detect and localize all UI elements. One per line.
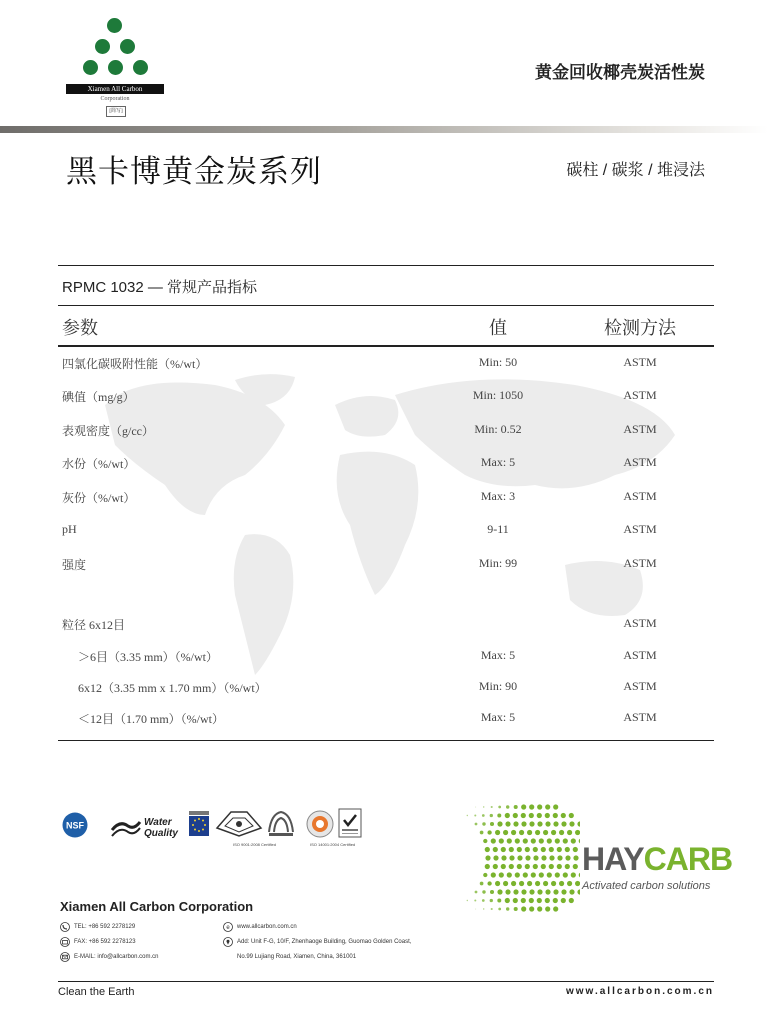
globe-dot	[525, 855, 530, 860]
footer-url: www.allcarbon.com.cn	[566, 986, 714, 997]
globe-dot	[511, 881, 516, 886]
globe-dot	[474, 899, 476, 901]
ukas-mark-icon	[265, 808, 297, 840]
globe-dot	[505, 889, 510, 894]
nsf-text: NSF	[66, 820, 84, 831]
header-divider	[0, 126, 768, 133]
globe-dot	[506, 805, 509, 808]
contact-tel: TEL: +86 592 2278129	[74, 924, 136, 930]
globe-dot	[545, 813, 550, 818]
globe-dot	[543, 881, 548, 886]
globe-dot	[475, 823, 478, 826]
globe-dot	[539, 872, 544, 877]
table-top-rule	[58, 265, 714, 266]
row-param: ＜12目（1.70 mm）（%/wt）	[78, 712, 224, 726]
globe-dot	[553, 821, 558, 826]
globe-dot	[513, 813, 518, 818]
globe-dot	[493, 864, 498, 869]
series-title: 黑卡博黄金炭系列	[66, 154, 322, 189]
globe-dot	[519, 881, 524, 886]
globe-dot	[483, 873, 487, 877]
globe-dot	[491, 908, 493, 910]
row-value: Max: 5	[480, 710, 516, 724]
globe-dot	[467, 815, 468, 816]
row-param: 强度	[62, 558, 87, 572]
process-methods: 碳柱 / 碳浆 / 堆浸法	[566, 162, 705, 179]
globe-dot	[482, 899, 485, 902]
globe-dot	[561, 898, 566, 903]
globe-dot	[517, 855, 522, 860]
row-value: Max: 5	[480, 648, 516, 662]
globe-dot	[519, 830, 524, 835]
globe-dot	[535, 830, 540, 835]
row-value: Min: 0.52	[474, 422, 522, 436]
globe-dot	[539, 838, 544, 843]
globe-dot	[497, 814, 501, 818]
row-param: 表观密度（g/cc）	[62, 424, 154, 438]
globe-dot	[541, 847, 546, 852]
table-row	[0, 422, 768, 442]
globe-dot	[513, 898, 518, 903]
logo-subtitle: Corporation	[100, 96, 130, 102]
globe-dot	[525, 847, 530, 852]
globe-dot	[521, 813, 526, 818]
logo-dot	[120, 39, 135, 54]
column-header-value: 值	[489, 318, 507, 338]
company-logo	[60, 14, 170, 124]
globe-dot	[561, 889, 566, 894]
web-icon	[223, 922, 233, 932]
svg-text:e: e	[226, 925, 230, 932]
globe-dot	[551, 881, 556, 886]
size-group-label: 粒径 6x12目	[62, 618, 126, 632]
globe-dot	[475, 891, 478, 894]
globe-dot	[490, 890, 494, 894]
row-value: 9-11	[487, 522, 509, 536]
globe-dot	[549, 864, 554, 869]
globe-dot	[531, 872, 536, 877]
globe-dot	[561, 821, 566, 826]
globe-dot	[553, 889, 558, 894]
row-method: ASTM	[623, 489, 657, 503]
globe-dot	[521, 804, 526, 809]
column-header-method: 检测方法	[604, 318, 676, 338]
table-row	[0, 388, 768, 408]
globe-dot	[475, 909, 476, 910]
globe-dot	[567, 830, 572, 835]
globe-dot	[480, 831, 484, 835]
globe-dot	[533, 855, 538, 860]
globe-dot	[547, 872, 552, 877]
globe-dot	[537, 898, 542, 903]
globe-dot	[541, 855, 546, 860]
globe-dot	[515, 872, 520, 877]
table-row	[0, 710, 768, 730]
globe-dot	[517, 847, 522, 852]
globe-dot	[487, 830, 491, 834]
globe-dot	[493, 855, 498, 860]
globe-dot	[557, 847, 562, 852]
globe-dot	[577, 889, 580, 894]
haycarb-name-part1: HAY	[582, 841, 644, 877]
globe-dot	[573, 847, 578, 852]
table-row	[0, 489, 768, 509]
logo-dot	[133, 60, 148, 75]
haycarb-name-part2: CARB	[643, 841, 733, 877]
product-tag: 黄金回收椰壳炭活性炭	[535, 63, 705, 82]
globe-dot	[485, 864, 490, 869]
logo-seal: [简写]	[106, 106, 126, 117]
globe-dot	[491, 838, 496, 843]
table-row	[0, 522, 768, 542]
globe-dot	[521, 821, 526, 826]
globe-dot	[491, 872, 496, 877]
globe-dot	[509, 847, 514, 852]
table-row	[0, 355, 768, 375]
globe-dot	[569, 821, 574, 826]
email-icon	[60, 952, 70, 962]
globe-dot	[506, 907, 509, 910]
table-row	[0, 556, 768, 576]
globe-dot	[491, 806, 493, 808]
globe-dot	[565, 855, 570, 860]
globe-dot	[543, 830, 548, 835]
row-method: ASTM	[623, 616, 657, 630]
globe-dot	[571, 872, 576, 877]
row-method: ASTM	[623, 388, 657, 402]
table-bottom-rule	[58, 740, 714, 741]
globe-dot	[527, 881, 532, 886]
row-method: ASTM	[623, 355, 657, 369]
logo-dot	[83, 60, 98, 75]
globe-dot	[529, 813, 534, 818]
globe-dot	[579, 838, 580, 843]
contact-fax: FAX: +86 592 2278123	[74, 939, 136, 945]
globe-dot	[561, 813, 566, 818]
globe-dot	[490, 899, 493, 902]
globe-dot	[503, 881, 508, 886]
globe-dot	[505, 813, 510, 818]
globe-dot	[531, 838, 536, 843]
table-row	[0, 648, 768, 668]
globe-dot	[565, 847, 570, 852]
globe-dot	[545, 906, 550, 911]
globe-dot	[529, 889, 534, 894]
globe-dot	[497, 899, 501, 903]
row-value: Max: 3	[480, 489, 516, 503]
globe-dot	[495, 830, 500, 835]
globe-dot	[575, 830, 580, 835]
row-value: Min: 50	[478, 355, 518, 369]
globe-dot	[495, 881, 500, 886]
globe-dot	[571, 838, 576, 843]
globe-dot	[490, 814, 493, 817]
globe-dot	[577, 821, 580, 826]
logo-dot	[108, 60, 123, 75]
globe-dot	[549, 855, 554, 860]
globe-dot	[511, 830, 516, 835]
globe-dot	[529, 804, 534, 809]
row-method: ASTM	[623, 648, 657, 662]
globe-dot	[482, 822, 485, 825]
globe-dot	[553, 898, 558, 903]
row-param: 水份（%/wt）	[62, 457, 136, 471]
water-quality-logo	[108, 812, 183, 840]
contact-web: www.allcarbon.com.cn	[237, 924, 297, 930]
row-param: 碘值（mg/g）	[62, 390, 135, 404]
table-title-rule	[58, 305, 714, 306]
globe-dot	[537, 821, 542, 826]
phone-icon	[60, 922, 70, 932]
globe-dot	[537, 906, 542, 911]
globe-dot	[535, 881, 540, 886]
globe-dot	[499, 872, 504, 877]
row-value: Min: 1050	[472, 388, 524, 402]
row-method: ASTM	[623, 455, 657, 469]
row-method: ASTM	[623, 679, 657, 693]
globe-dot	[498, 806, 501, 809]
globe-dot	[545, 889, 550, 894]
iso9001-seal-icon	[215, 808, 263, 838]
globe-dot	[503, 830, 508, 835]
globe-dot	[475, 807, 476, 808]
iso14001-label: ISO 14001:2004 Certified	[310, 842, 356, 847]
nsf-logo	[62, 812, 88, 838]
table-header-rule	[58, 345, 714, 347]
globe-dot	[514, 805, 518, 809]
footer-divider	[58, 981, 714, 982]
globe-dot	[545, 898, 550, 903]
globe-dot	[551, 830, 556, 835]
globe-dot	[505, 898, 510, 903]
globe-dot	[537, 804, 542, 809]
row-method: ASTM	[623, 710, 657, 724]
row-method: ASTM	[623, 522, 657, 536]
water-quality-line1: Water	[144, 817, 172, 828]
globe-dot	[497, 821, 502, 826]
logo-name: Xiamen All Carbon	[66, 84, 164, 94]
globe-dot	[523, 872, 528, 877]
iso9001-label: ISO 9001:2008 Certified	[233, 842, 276, 847]
location-pin-icon	[223, 937, 233, 947]
globe-dot	[541, 864, 546, 869]
globe-dot	[501, 864, 506, 869]
globe-dot	[505, 821, 510, 826]
column-header-parameter: 参数	[62, 318, 98, 338]
globe-dot	[547, 838, 552, 843]
contact-address-line2: No.99 Lujiang Road, Xiamen, China, 361001	[237, 954, 357, 960]
globe-dot	[513, 821, 518, 826]
globe-dot	[549, 847, 554, 852]
contact-email: E-MAIL: info@allcarbon.com.cn	[74, 954, 159, 960]
globe-dot	[507, 872, 512, 877]
globe-dot	[515, 838, 520, 843]
row-param: 6x12（3.35 mm x 1.70 mm）（%/wt）	[78, 681, 267, 695]
globe-dot	[497, 889, 502, 894]
row-method: ASTM	[623, 556, 657, 570]
logo-dot	[95, 39, 110, 54]
globe-dot	[529, 821, 534, 826]
globe-dot	[509, 855, 514, 860]
globe-dot	[555, 838, 560, 843]
globe-dot	[553, 804, 558, 809]
globe-dot	[573, 855, 578, 860]
globe-dot	[485, 847, 490, 852]
contact-address-line1: Add: Unit F-G, 10/F, Zhenhaoge Building, Guomao Golden Coast,	[237, 939, 412, 945]
row-param: 四氯化碳吸附性能（%/wt）	[62, 357, 208, 371]
footer-slogan: Clean the Earth	[58, 986, 135, 998]
globe-dot	[563, 838, 568, 843]
globe-dot	[559, 830, 564, 835]
globe-dot	[545, 821, 550, 826]
globe-dot	[559, 881, 564, 886]
globe-dot	[527, 830, 532, 835]
globe-dot	[533, 847, 538, 852]
row-value: Min: 90	[478, 679, 518, 693]
eu-certificate-icon	[188, 810, 210, 838]
globe-dot	[482, 814, 485, 817]
globe-dot	[533, 864, 538, 869]
globe-dot	[569, 898, 574, 903]
company-name: Xiamen All Carbon Corporation	[60, 899, 254, 914]
globe-dot	[501, 847, 506, 852]
globe-dot	[513, 889, 518, 894]
globe-dot	[474, 814, 476, 816]
globe-dot	[529, 898, 534, 903]
globe-dot	[467, 900, 468, 901]
row-value: Max: 5	[480, 455, 516, 469]
check-certificate-icon	[338, 808, 362, 838]
globe-dot	[557, 855, 562, 860]
globe-dot	[499, 838, 504, 843]
globe-dot	[563, 872, 568, 877]
water-quality-line2: Quality	[144, 828, 178, 839]
globe-dot	[573, 864, 578, 869]
globe-dot	[537, 813, 542, 818]
globe-dot	[553, 906, 558, 911]
globe-dot	[523, 838, 528, 843]
globe-dot	[569, 813, 574, 818]
globe-dot	[514, 907, 518, 911]
spec-title: RPMC 1032 — 常规产品指标	[62, 279, 258, 296]
globe-dot	[487, 881, 491, 885]
globe-dot	[557, 864, 562, 869]
globe-dot	[521, 889, 526, 894]
haycarb-tagline: Activated carbon solutions	[582, 880, 711, 892]
globe-dot	[567, 881, 572, 886]
row-param: pH	[62, 522, 77, 536]
globe-dot	[507, 838, 512, 843]
globe-dot	[537, 889, 542, 894]
row-value: Min: 99	[478, 556, 518, 570]
globe-dot	[483, 908, 484, 909]
row-param: 灰份（%/wt）	[62, 491, 136, 505]
haycarb-brand-name	[582, 842, 732, 876]
haycarb-dot-globe-icon	[420, 800, 580, 915]
globe-dot	[483, 806, 484, 807]
globe-dot	[569, 889, 574, 894]
globe-dot	[485, 855, 490, 860]
table-row	[0, 679, 768, 699]
globe-dot	[529, 906, 534, 911]
globe-dot	[553, 813, 558, 818]
globe-dot	[545, 804, 550, 809]
globe-dot	[501, 855, 506, 860]
globe-dot	[509, 864, 514, 869]
globe-dot	[498, 908, 501, 911]
row-param: ＞6目（3.35 mm）（%/wt）	[78, 650, 218, 664]
logo-dot	[107, 18, 122, 33]
globe-dot	[483, 839, 487, 843]
globe-dot	[575, 881, 580, 886]
globe-dot	[579, 872, 580, 877]
globe-dot	[490, 822, 494, 826]
size-group-row	[0, 616, 768, 636]
globe-dot	[525, 864, 530, 869]
globe-dot	[493, 847, 498, 852]
globe-dot	[565, 864, 570, 869]
row-method: ASTM	[623, 422, 657, 436]
globe-dot	[480, 882, 484, 886]
fax-icon	[60, 937, 70, 947]
globe-dot	[521, 898, 526, 903]
globe-dot	[482, 890, 485, 893]
globe-dot	[555, 872, 560, 877]
table-row	[0, 455, 768, 475]
globe-dot	[521, 906, 526, 911]
sgs-seal-icon	[305, 809, 335, 839]
globe-dot	[517, 864, 522, 869]
